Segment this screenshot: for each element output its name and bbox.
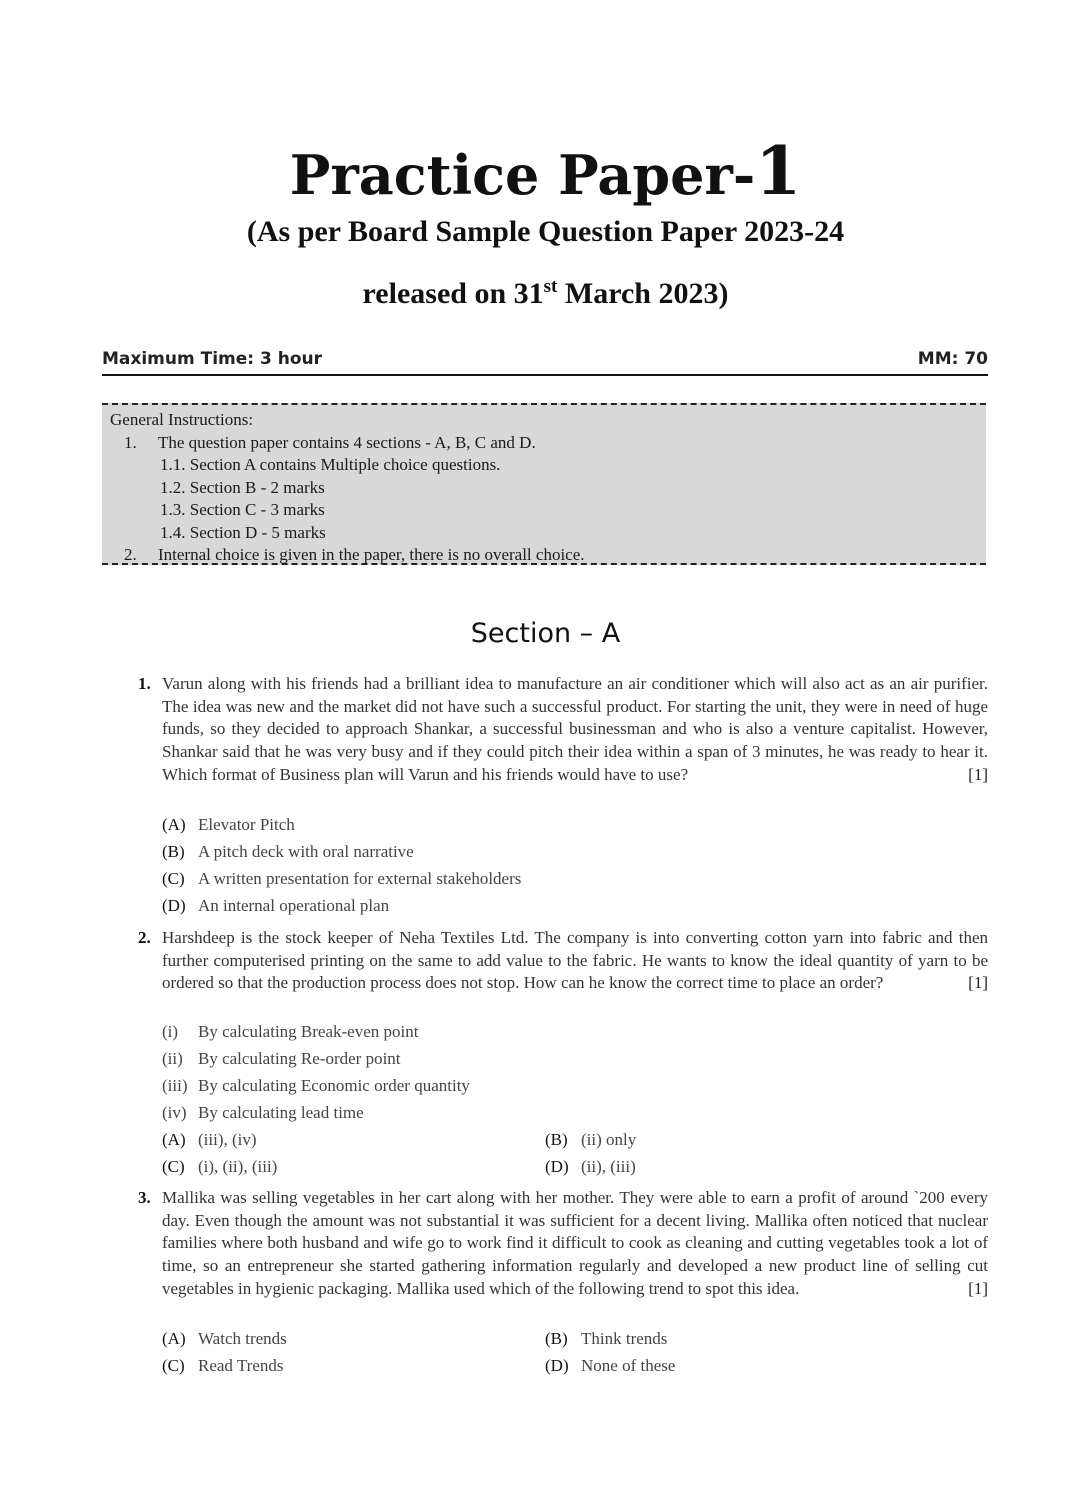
option-a[interactable] — [162, 1329, 287, 1349]
statement-label: (iii) — [162, 1076, 188, 1095]
statement-label: (iv) — [162, 1103, 187, 1122]
option-text: Think trends — [581, 1329, 668, 1348]
statement-label: (ii) — [162, 1049, 183, 1068]
instruction-number: 1. — [124, 432, 137, 452]
option-c[interactable] — [162, 869, 521, 889]
option-text: An internal operational plan — [198, 896, 390, 915]
section-heading: Section – A — [470, 618, 621, 649]
question-text: Mallika was selling vegetables in her cart along with her mother. They were able to earn a profit of around `200 every day. Even though the amount was not substantial it was sufficient for a decent living. Mallika often noticed that nuclear families where both husband and wife go to work find it difficult to cook as cleaning and cutting vegetables took a lot of time, so an entrepreneur she started gathering information regularly and developed a new product line of selling cut vegetables in hygienic packaging. Mallika used which of the following trend to spot this idea. — [162, 1188, 988, 1298]
question-marks: [1] — [968, 1278, 988, 1298]
option-label: (C) — [162, 1157, 185, 1176]
option-d[interactable] — [545, 1157, 636, 1177]
option-text: Read Trends — [198, 1356, 284, 1375]
option-text: A written presentation for external stakeholders — [198, 869, 522, 888]
option-label: (D) — [162, 896, 186, 915]
subtitle-date-text: March 2023) — [557, 277, 729, 310]
statement-text: By calculating Re-order point — [198, 1049, 401, 1068]
option-text: None of these — [581, 1356, 676, 1375]
exam-meta-row — [102, 349, 988, 369]
statement-iii — [162, 1076, 470, 1096]
subtitle-line-2 — [0, 276, 1091, 311]
option-b[interactable] — [545, 1130, 636, 1150]
option-d[interactable] — [162, 896, 389, 916]
instruction-subitem: 1.3. Section C - 3 marks — [160, 500, 325, 519]
instruction-item — [110, 544, 978, 567]
option-label: (C) — [162, 1356, 185, 1375]
option-a[interactable] — [162, 815, 295, 835]
option-label: (C) — [162, 869, 185, 888]
option-label: (B) — [545, 1130, 568, 1149]
page-title-text: Practice Paper- — [289, 143, 756, 207]
option-text: Watch trends — [198, 1329, 287, 1348]
page-title-number: 1 — [755, 132, 802, 210]
max-time: Maximum Time: 3 hour — [102, 349, 323, 369]
option-label: (B) — [545, 1329, 568, 1348]
option-c[interactable] — [162, 1356, 283, 1376]
option-b[interactable] — [162, 842, 414, 862]
question-text: Harshdeep is the stock keeper of Neha Textiles Ltd. The company is into converting cotton yarn into fabric and then further computerised printing on the same to add value to the fabric. He wants to know the ideal quantity of yarn to be ordered so that the production process does not stop. How can he know the correct time to place an order? — [162, 928, 988, 993]
option-text: (i), (ii), (iii) — [198, 1157, 278, 1176]
question-1 — [138, 673, 988, 787]
option-text: A pitch deck with oral narrative — [198, 842, 414, 861]
question-marks: [1] — [968, 973, 988, 993]
option-text: Elevator Pitch — [198, 815, 295, 834]
ordinal-suffix: st — [543, 276, 558, 297]
option-a[interactable] — [162, 1130, 257, 1150]
instruction-subitem: 1.4. Section D - 5 marks — [160, 522, 326, 542]
instruction-item — [110, 432, 978, 455]
question-number: 3. — [138, 1188, 151, 1207]
general-instructions-box — [102, 403, 986, 565]
option-label: (A) — [162, 815, 186, 834]
question-text: Varun along with his friends had a brilliant idea to manufacture an air conditioner which will also act as an air purifier. The idea was new and the market did not have such a successful product. For starting the unit, they were in need of huge funds, so they decided to approach Shankar, a successful businessman and who is also a venture capitalist. However, Shankar said that he was very busy and if they could pitch their idea within a span of 3 minutes, he was ready to hear it. Which format of Business plan will Varun and his friends would have to use? — [162, 674, 988, 784]
statement-text: By calculating Break-even point — [198, 1022, 419, 1041]
question-marks: [1] — [968, 764, 988, 784]
instruction-text: The question paper contains 4 sections - A, B, C and D. — [158, 432, 536, 452]
subtitle-line-1: (As per Board Sample Question Paper 2023-24 — [246, 215, 845, 248]
question-3 — [138, 1187, 988, 1301]
statement-text: By calculating Economic order quantity — [198, 1076, 470, 1095]
page-title — [0, 132, 1091, 210]
option-b[interactable] — [545, 1329, 667, 1349]
option-label: (A) — [162, 1329, 186, 1348]
statement-label: (i) — [162, 1022, 179, 1041]
statement-ii — [162, 1049, 401, 1069]
instruction-subitem: 1.1. Section A contains Multiple choice questions. — [160, 455, 501, 474]
question-stem — [138, 673, 988, 787]
question-stem — [138, 927, 988, 995]
statement-i — [162, 1022, 418, 1042]
option-label: (D) — [545, 1157, 569, 1176]
option-d[interactable] — [545, 1356, 675, 1376]
instruction-text: Internal choice is given in the paper, there is no overall choice. — [158, 545, 585, 564]
instructions-heading: General Instructions: — [110, 410, 254, 429]
subtitle-release-text: released on 31 — [362, 277, 544, 310]
option-text: (ii), (iii) — [581, 1157, 636, 1176]
option-c[interactable] — [162, 1157, 277, 1177]
header-divider — [102, 374, 988, 376]
option-text: (ii) only — [581, 1130, 637, 1149]
option-text: (iii), (iv) — [198, 1130, 257, 1149]
question-stem — [138, 1187, 988, 1301]
instruction-number: 2. — [124, 545, 137, 564]
option-label: (B) — [162, 842, 185, 861]
max-marks: MM: 70 — [917, 349, 988, 369]
question-number: 1. — [138, 674, 151, 693]
statement-text: By calculating lead time — [198, 1103, 364, 1122]
option-label: (A) — [162, 1130, 186, 1149]
instruction-subitem: 1.2. Section B - 2 marks — [160, 477, 325, 497]
statement-iv — [162, 1103, 364, 1123]
question-2 — [138, 927, 988, 995]
option-label: (D) — [545, 1356, 569, 1375]
question-number: 2. — [138, 928, 151, 947]
